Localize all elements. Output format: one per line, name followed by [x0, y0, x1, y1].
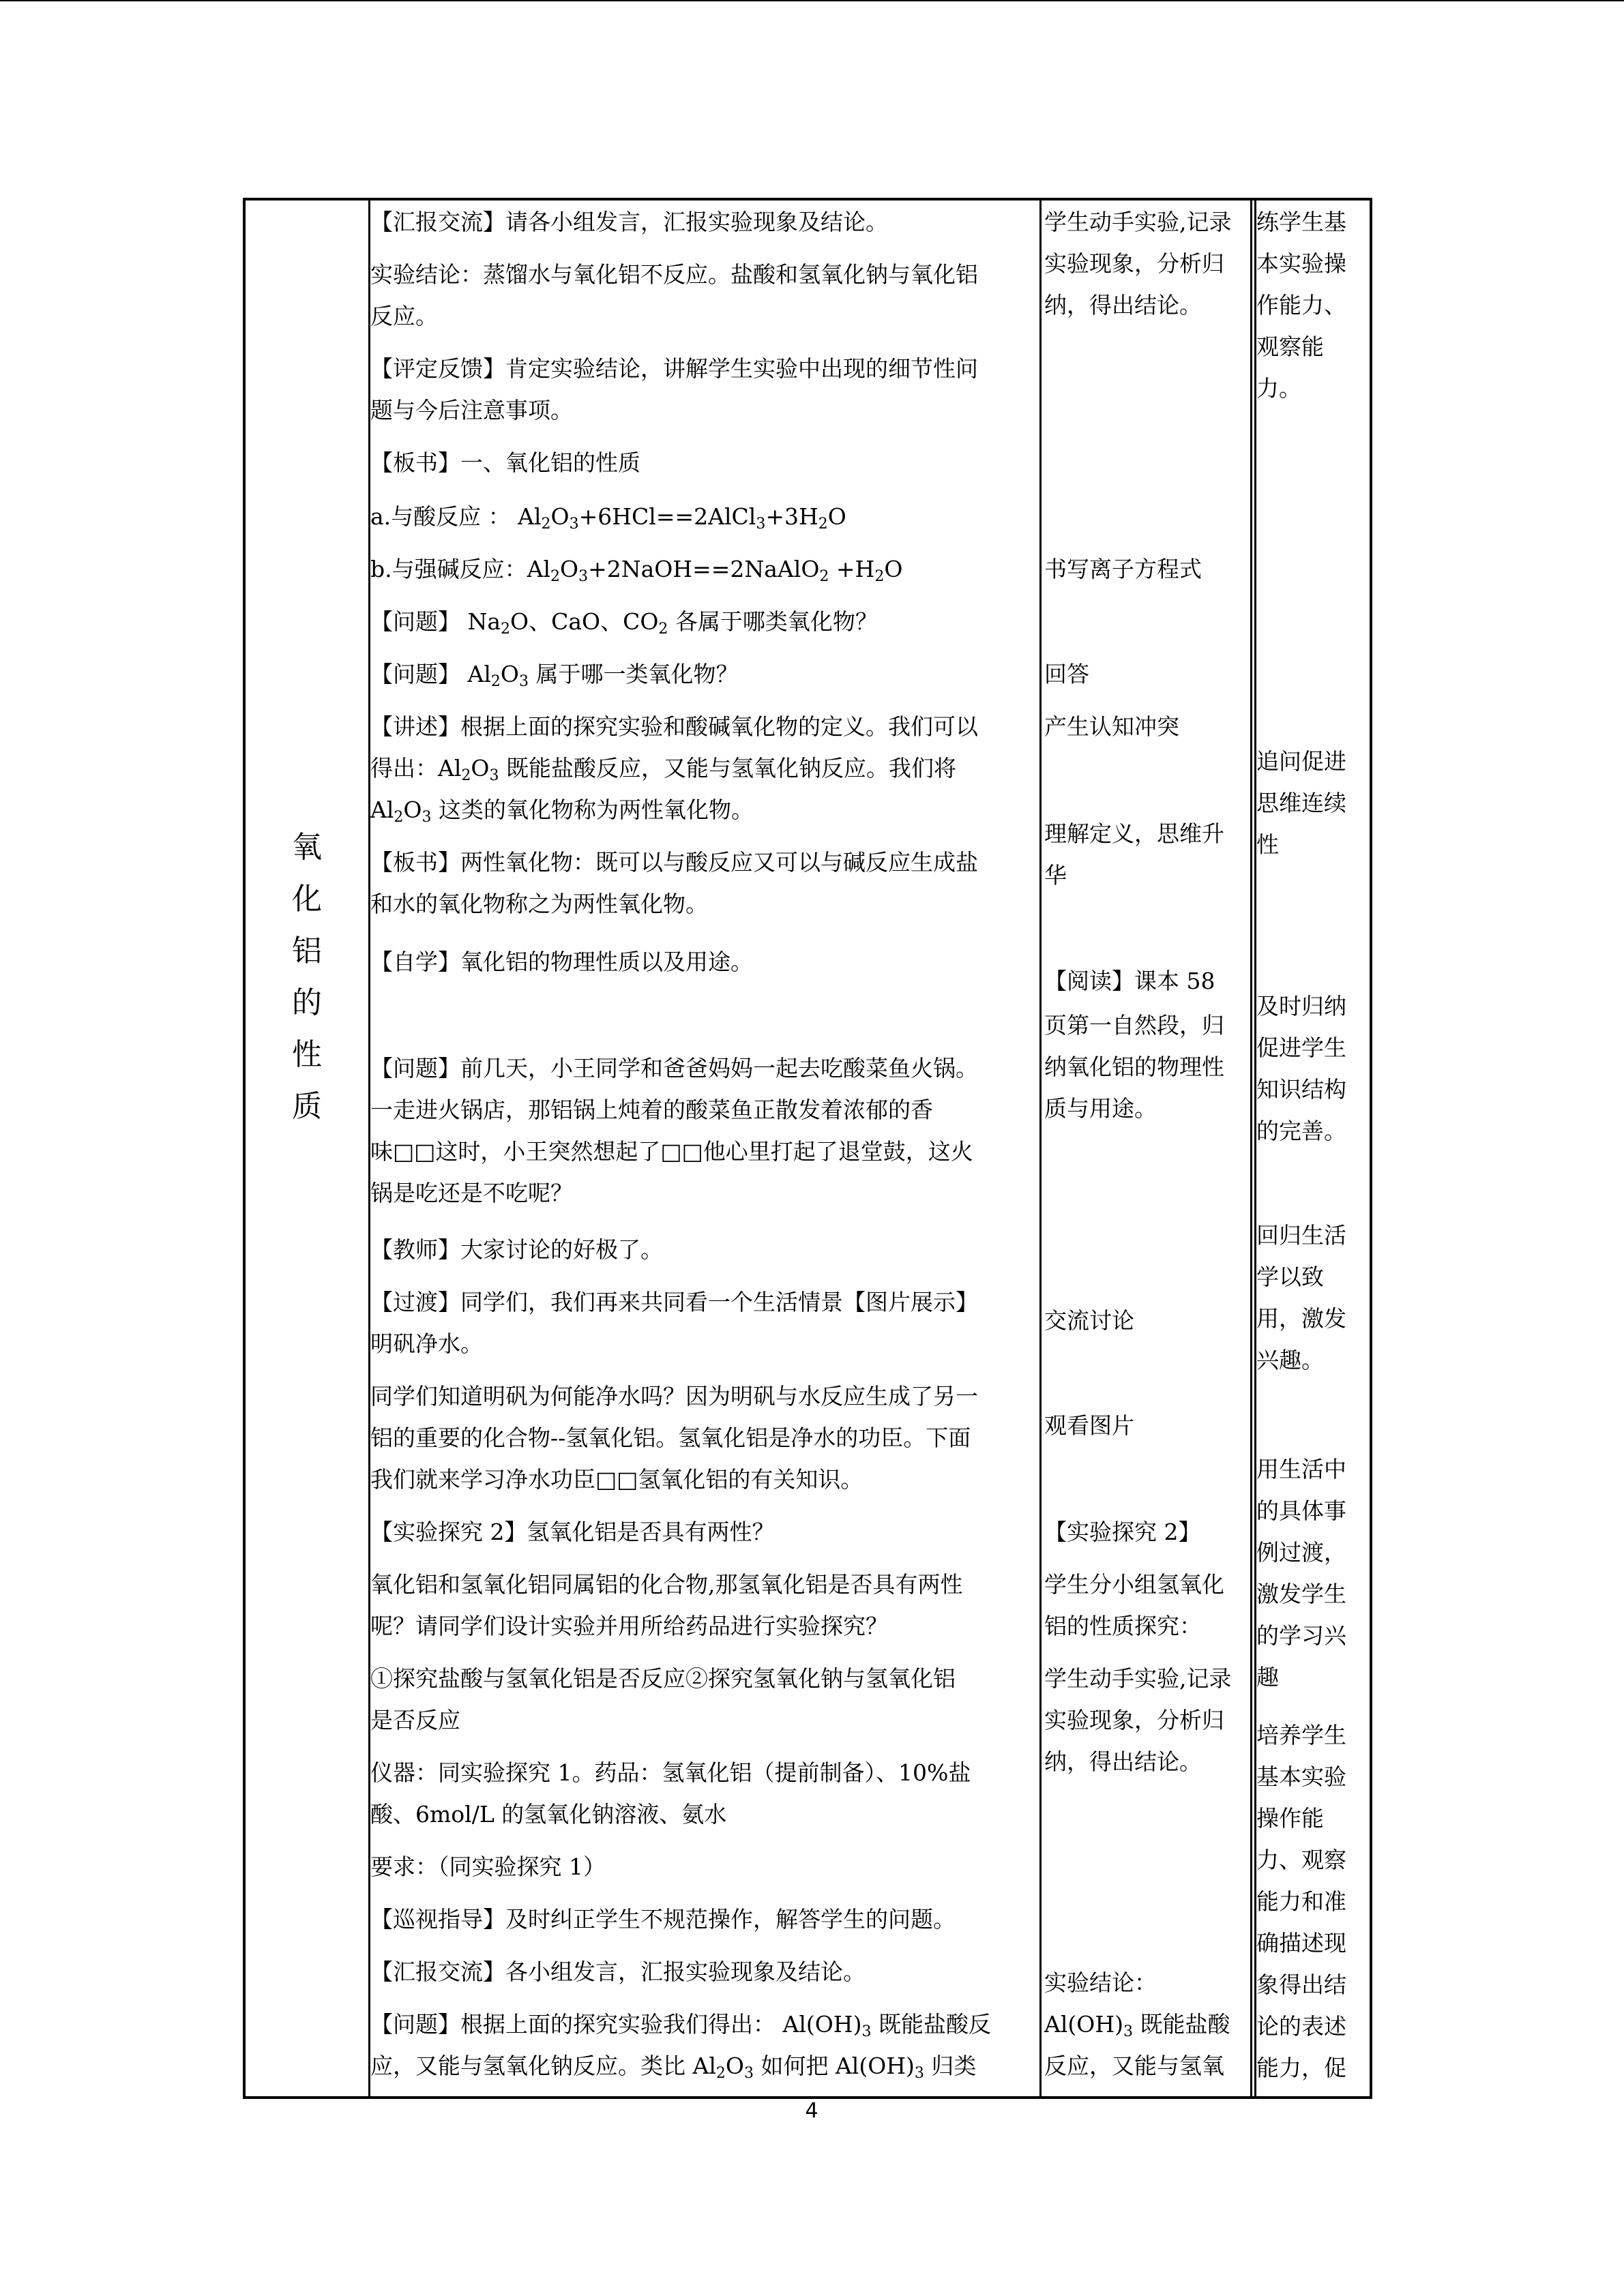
intent-text-line: 趣 — [1256, 1664, 1279, 1690]
student-text-line: 书写离子方程式 — [1044, 556, 1202, 582]
intent-text-line: 的学习兴 — [1256, 1622, 1346, 1649]
intent-text-line: 力、观察 — [1256, 1847, 1346, 1873]
intent-text-line: 追问促进 — [1256, 748, 1346, 775]
intent-text-line: 知识结构 — [1256, 1076, 1346, 1103]
student-text-line: 反应，又能与氢氧 — [1044, 2053, 1224, 2079]
student-text-line: 【阅读】课本 58 — [1044, 968, 1215, 994]
section-title-char: 性 — [292, 1037, 322, 1072]
teacher-text-line: 氧化铝和氢氧化铝同属铝的化合物,那氢氧化铝是否具有两性 — [370, 1571, 963, 1598]
student-text-line: 铝的性质探究： — [1044, 1613, 1202, 1639]
teacher-text-line: 【板书】一、氧化铝的性质 — [370, 449, 640, 476]
student-text-line: 观看图片 — [1044, 1412, 1134, 1439]
top-border-line — [0, 0, 1624, 1]
teacher-text-line: 仪器：同实验探究 1。药品：氢氧化铝（提前制备）、10%盐 — [370, 1759, 971, 1786]
student-text-line: 实验结论： — [1044, 1969, 1157, 1996]
intent-text-line: 及时归纳 — [1256, 993, 1346, 1019]
teacher-text-line: ①探究盐酸与氢氧化铝是否反应②探究氢氧化钠与氢氧化铝 — [370, 1665, 956, 1692]
student-text-line: 学生动手实验,记录 — [1044, 209, 1232, 235]
intent-text-line: 促进学生 — [1256, 1034, 1346, 1061]
teacher-text-line: 和水的氧化物称之为两性氧化物。 — [370, 891, 708, 917]
intent-text-line: 象得出结 — [1256, 1971, 1346, 1998]
student-text-line: $Al(OH)_3$ 既能盐酸 — [1044, 2011, 1230, 2040]
student-text-line: 学生动手实验,记录 — [1044, 1665, 1232, 1692]
intent-text-line: 思维连续 — [1256, 790, 1346, 816]
teacher-text-line: 呢？请同学们设计实验并用所给药品进行实验探究？ — [370, 1613, 888, 1639]
teacher-text-line: 味□□这时，小王突然想起了□□他心里打起了退堂鼓，这火 — [370, 1138, 973, 1165]
teacher-text-line: 题与今后注意事项。 — [370, 397, 573, 423]
teacher-text-line: 反应。 — [370, 303, 438, 329]
teacher-text-line: $Al_2O_3$ 这类的氧化物称为两性氧化物。 — [370, 796, 754, 826]
section-title-char: 铝 — [292, 934, 322, 968]
teacher-text-line: 【巡视指导】及时纠正学生不规范操作，解答学生的问题。 — [370, 1906, 956, 1933]
intent-text-line: 用，激发 — [1256, 1305, 1346, 1332]
teacher-text-line: 一走进火锅店，那铝锅上炖着的酸菜鱼正散发着浓郁的香 — [370, 1097, 933, 1123]
intent-text-line: 作能力、 — [1256, 292, 1346, 318]
teacher-text-line: 【汇报交流】各小组发言，汇报实验现象及结论。 — [370, 1958, 866, 1985]
intent-text-line: 能力，促 — [1256, 2055, 1346, 2081]
teacher-text-line: a.与酸反应 ： $Al_2O_3+6HCl==2AlCl_3+3H_2O$ — [370, 503, 846, 533]
teacher-text-line: 【评定反馈】肯定实验结论，讲解学生实验中出现的细节性问 — [370, 355, 978, 382]
student-text-line: 纳氧化铝的物理性 — [1044, 1054, 1224, 1080]
student-text-line: 质与用途。 — [1044, 1095, 1157, 1122]
column-divider-3 — [1250, 198, 1256, 2099]
teacher-text-line: 【问题】 $Al_2O_3$ 属于哪一类氧化物？ — [370, 661, 739, 690]
page-number: 4 — [805, 2099, 818, 2123]
student-text-line: 页第一自然段，归 — [1044, 1012, 1224, 1039]
teacher-text-line: 是否反应 — [370, 1707, 460, 1733]
intent-text-line: 力。 — [1256, 375, 1301, 402]
student-text-line: 【实验探究 2】 — [1044, 1519, 1201, 1545]
intent-text-line: 回归生活 — [1256, 1222, 1346, 1249]
intent-text-line: 的具体事 — [1256, 1497, 1346, 1524]
intent-text-line: 基本实验 — [1256, 1763, 1346, 1790]
teacher-text-line: 酸、6mol/L 的氢氧化钠溶液、氨水 — [370, 1801, 727, 1828]
column-divider-2 — [1039, 198, 1042, 2099]
teacher-text-line: 锅是吃还是不吃呢？ — [370, 1180, 573, 1206]
teacher-text-line: 明矾净水。 — [370, 1330, 483, 1357]
section-title-vertical — [247, 822, 367, 1133]
teacher-text-line: 铝的重要的化合物--氢氧化铝。氢氧化铝是净水的功臣。下面 — [370, 1425, 971, 1451]
student-text-line: 实验现象，分析归 — [1044, 250, 1224, 277]
teacher-text-line: 要求：（同实验探究 1） — [370, 1853, 606, 1880]
student-text-line: 学生分小组氢氧化 — [1044, 1571, 1224, 1598]
intent-text-line: 例过渡， — [1256, 1539, 1346, 1566]
student-text-line: 产生认知冲突 — [1044, 713, 1179, 740]
student-text-line: 交流讨论 — [1044, 1307, 1134, 1334]
section-title-char: 氧 — [292, 830, 322, 865]
student-text-line: 纳，得出结论。 — [1044, 292, 1202, 318]
student-text-line: 纳，得出结论。 — [1044, 1748, 1202, 1775]
intent-text-line: 操作能 — [1256, 1805, 1324, 1832]
intent-text-line: 用生活中 — [1256, 1456, 1346, 1482]
student-text-line: 实验现象，分析归 — [1044, 1707, 1224, 1733]
teacher-text-line: 【问题】根据上面的探究实验我们得出： $Al(OH)_3$ 既能盐酸反 — [370, 2011, 991, 2040]
section-title-char: 质 — [292, 1089, 322, 1124]
teacher-text-line: 【实验探究 2】氢氧化铝是否具有两性？ — [370, 1519, 775, 1545]
intent-text-line: 观察能 — [1256, 333, 1324, 360]
intent-text-line: 本实验操 — [1256, 250, 1346, 277]
teacher-text-line: 【汇报交流】请各小组发言，汇报实验现象及结论。 — [370, 209, 888, 235]
teacher-text-line: 我们就来学习净水功臣□□氢氧化铝的有关知识。 — [370, 1466, 863, 1493]
intent-text-line: 性 — [1256, 831, 1279, 858]
teacher-text-line: 【教师】大家讨论的好极了。 — [370, 1236, 663, 1263]
intent-text-line: 培养学生 — [1256, 1722, 1346, 1748]
teacher-text-line: 【自学】氧化铝的物理性质以及用途。 — [370, 949, 753, 975]
section-title-char: 的 — [292, 985, 322, 1020]
intent-text-line: 论的表述 — [1256, 2013, 1346, 2040]
teacher-text-line: 【问题】 $Na_2O$、CaO、$CO_2$ 各属于哪类氧化物？ — [370, 608, 878, 638]
teacher-text-line: 同学们知道明矾为何能净水吗？因为明矾与水反应生成了另一 — [370, 1383, 978, 1410]
teacher-text-line: b.与强碱反应：$Al_2O_3+2NaOH==2NaAlO_2 +H_2O$ — [370, 556, 903, 585]
intent-text-line: 确描述现 — [1256, 1930, 1346, 1956]
section-title-char: 化 — [292, 882, 322, 916]
intent-text-line: 练学生基 — [1256, 209, 1346, 235]
teacher-text-line: 【讲述】根据上面的探究实验和酸碱氧化物的定义。我们可以 — [370, 713, 978, 740]
teacher-text-line: 应，又能与氢氧化钠反应。类比 $Al_2O_3$ 如何把 $Al(OH)_3$ 归类 — [370, 2053, 977, 2082]
teacher-text-line: 【问题】前几天，小王同学和爸爸妈妈一起去吃酸菜鱼火锅。 — [370, 1055, 978, 1082]
intent-text-line: 的完善。 — [1256, 1118, 1346, 1144]
intent-text-line: 激发学生 — [1256, 1581, 1346, 1607]
intent-text-line: 学以致 — [1256, 1264, 1324, 1290]
student-text-line: 理解定义，思维升 — [1044, 820, 1224, 847]
intent-text-line: 能力和准 — [1256, 1888, 1346, 1915]
teacher-text-line: 实验结论：蒸馏水与氧化铝不反应。盐酸和氢氧化钠与氧化铝 — [370, 261, 978, 288]
teacher-text-line: 【板书】两性氧化物：既可以与酸反应又可以与碱反应生成盐 — [370, 849, 978, 876]
student-text-line: 回答 — [1044, 661, 1089, 687]
student-text-line: 华 — [1044, 862, 1067, 889]
teacher-text-line: 得出：$Al_2O_3$ 既能盐酸反应，又能与氢氧化钠反应。我们将 — [370, 755, 956, 784]
intent-text-line: 兴趣。 — [1256, 1347, 1324, 1373]
teacher-text-line: 【过渡】同学们，我们再来共同看一个生活情景【图片展示】 — [370, 1289, 978, 1315]
